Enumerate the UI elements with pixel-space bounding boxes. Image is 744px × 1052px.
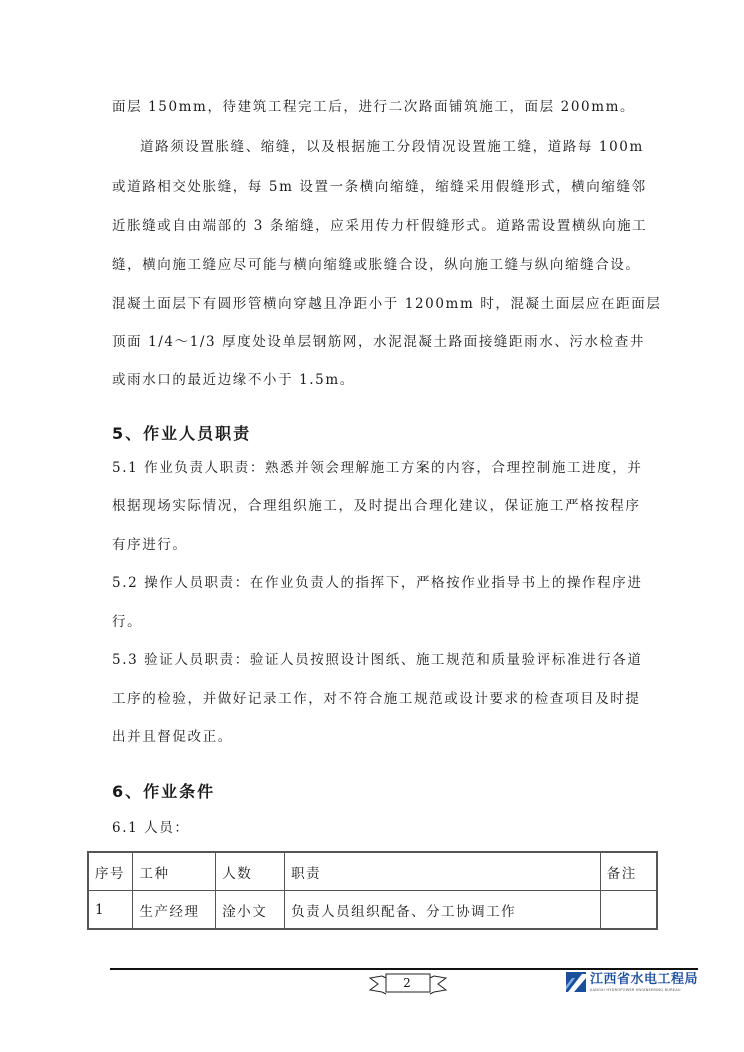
section5-line: 根据现场实际情况，合理组织施工，及时提出合理化建议，保证施工严格按程序 <box>112 498 641 514</box>
company-logo <box>566 972 698 996</box>
paragraph-line: 近胀缝或自由端部的 3 条缩缝，应采用传力杆假缝形式。道路需设置横纵向施工 <box>112 218 648 234</box>
logo-subtitle: JIANGXI HYDROPOWER ENGINEERING BUREAU <box>590 988 681 992</box>
paragraph-line: 顶面 1/4～1/3 厚度处设单层钢筋网，水泥混凝土路面接缝距雨水、污水检查井 <box>112 334 645 350</box>
logo-mark-icon <box>566 972 586 992</box>
logo-title: 江西省水电工程局 <box>590 972 699 987</box>
paragraph-line: 或道路相交处胀缝，每 5m 设置一条横向缩缝，缩缝采用假缝形式，横向缩缝邻 <box>112 179 647 195</box>
table-header-row <box>88 852 657 891</box>
header-cell-count: 人数 <box>216 852 285 891</box>
cell-count: 淦小文 <box>216 891 285 930</box>
cell-job-type: 生产经理 <box>133 891 216 930</box>
section-heading-5: 5、作业人员职责 <box>112 424 252 443</box>
cell-remarks <box>600 891 657 930</box>
section-heading-6: 6、作业条件 <box>112 782 216 801</box>
personnel-table <box>87 851 658 930</box>
paragraph-line: 面层 150mm，待建筑工程完工后，进行二次路面铺筑施工，面层 200mm。 <box>112 99 636 115</box>
section5-line: 5.2 操作人员职责：在作业负责人的指挥下，严格按作业指导书上的操作程序进 <box>112 575 643 591</box>
table-row <box>88 891 657 930</box>
section5-line: 有序进行。 <box>112 537 188 553</box>
paragraph-line: 缝，横向施工缝应尽可能与横向缩缝或胀缝合设，纵向施工缝与纵向缩缝合设。 <box>112 257 641 273</box>
header-cell-index: 序号 <box>88 852 133 891</box>
header-cell-job-type: 工种 <box>133 852 216 891</box>
paragraph-line: 混凝土面层下有圆形管横向穿越且净距小于 1200mm 时，混凝土面层应在距面层 <box>112 296 662 312</box>
cell-duty: 负责人员组织配备、分工协调工作 <box>285 891 601 930</box>
section5-line: 行。 <box>112 614 143 630</box>
page-number: 2 <box>403 976 411 990</box>
header-cell-duty: 职责 <box>285 852 601 891</box>
footer-divider <box>110 968 698 970</box>
cell-index: 1 <box>88 891 133 930</box>
paragraph-line: 或雨水口的最近边缘不小于 1.5m。 <box>112 372 355 388</box>
section5-line: 工序的检验，并做好记录工作，对不符合施工规范或设计要求的检查项目及时提 <box>112 691 641 707</box>
section5-line: 出并且督促改正。 <box>112 729 233 745</box>
section5-line: 5.1 作业负责人职责：熟悉并领会理解施工方案的内容，合理控制施工进度，并 <box>112 460 643 476</box>
section5-line: 5.3 验证人员职责：验证人员按照设计图纸、施工规范和质量验评标准进行各道 <box>112 652 643 668</box>
paragraph-line: 道路须设置胀缝、缩缝，以及根据施工分段情况设置施工缝，道路每 100m <box>140 139 644 155</box>
header-cell-remarks: 备注 <box>600 852 657 891</box>
section6-subheading: 6.1 人员： <box>112 820 190 836</box>
